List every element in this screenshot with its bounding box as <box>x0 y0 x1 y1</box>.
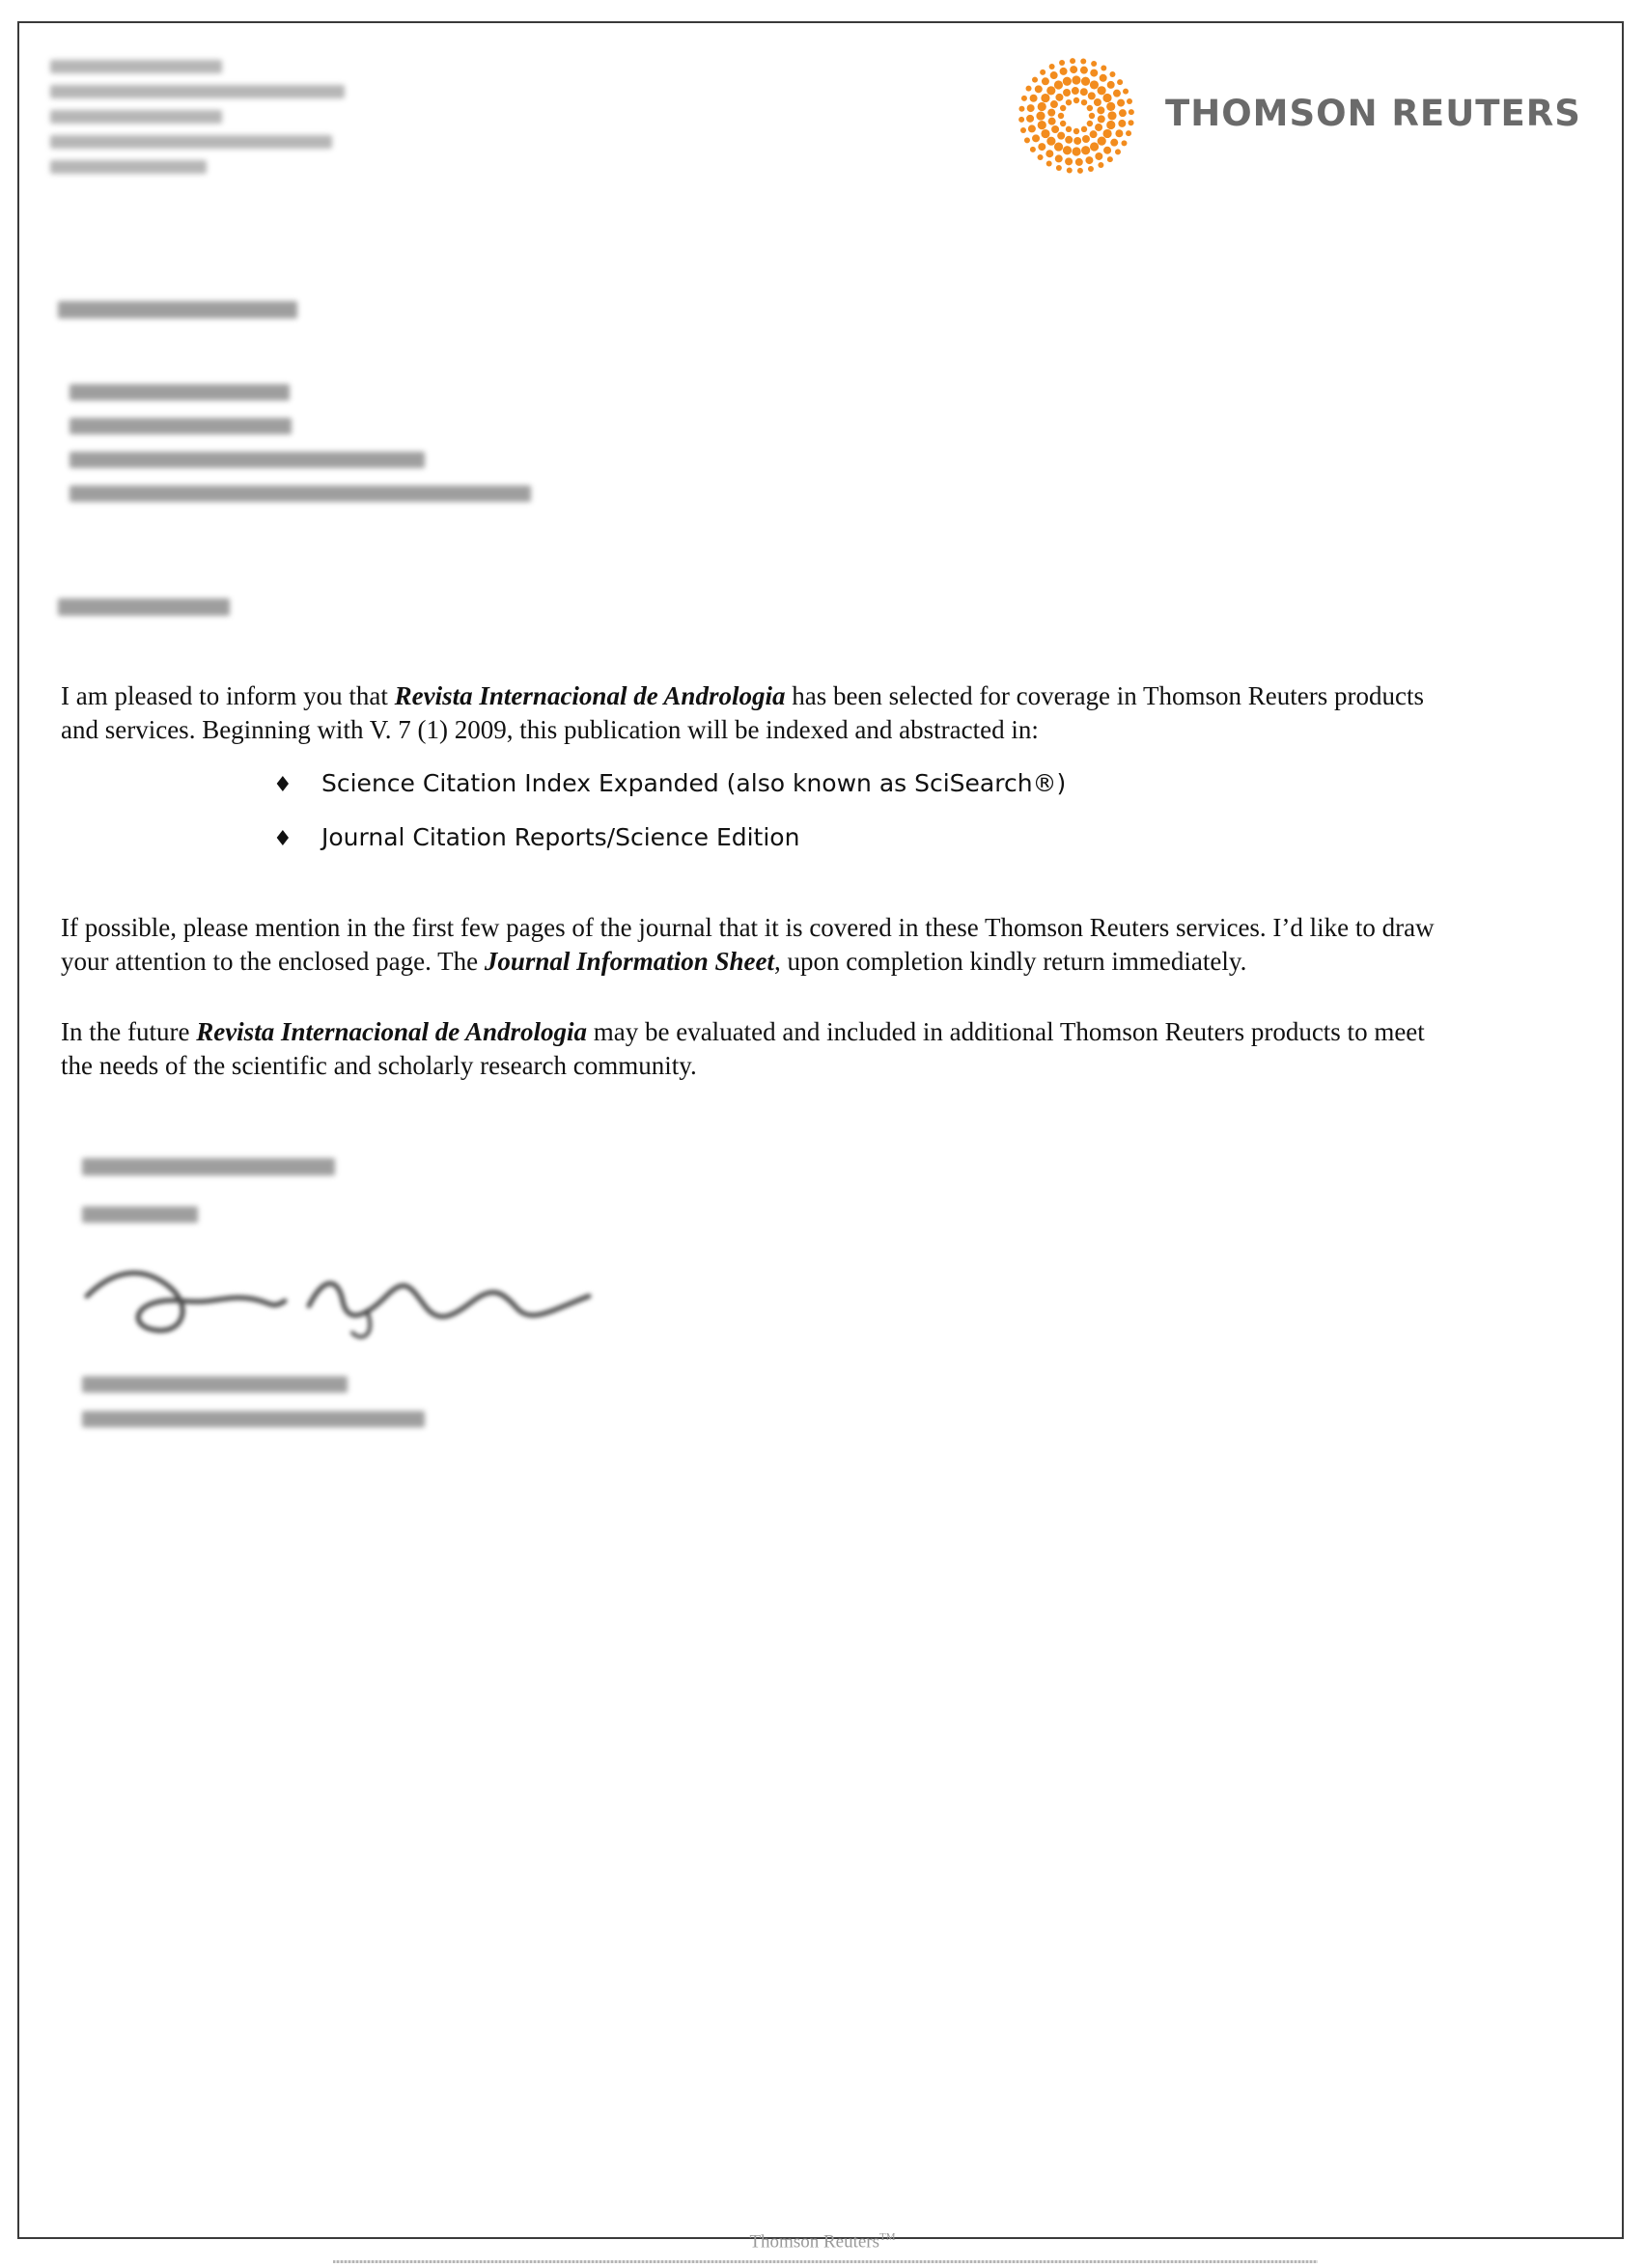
logo-dot <box>1123 89 1129 95</box>
logo-dot <box>1106 102 1115 111</box>
logo-dot <box>1032 134 1040 142</box>
logo-dot <box>1102 129 1111 138</box>
p1-line2: and services. Beginning with V. 7 (1) 2009, this publication will be indexed and abstracted in: <box>61 715 1039 744</box>
logo-dot <box>1098 137 1106 146</box>
logo-dot <box>1047 109 1055 117</box>
logo-dot <box>1038 121 1046 129</box>
logo-dot <box>1107 81 1115 89</box>
logo-dot <box>1126 130 1131 136</box>
logo-dot <box>1107 111 1116 120</box>
logo-dot <box>1060 68 1068 75</box>
logo-dot <box>1018 117 1024 123</box>
bullet-text: Journal Citation Reports/Science Edition <box>321 823 800 851</box>
p2-line2-before: your attention to the enclosed page. The <box>61 947 485 976</box>
logo-dot <box>1030 95 1038 102</box>
logo-dot <box>1026 115 1034 123</box>
logo-dot <box>1098 115 1105 123</box>
paragraph-coverage-announcement <box>61 679 1567 747</box>
logo-dot <box>1065 157 1073 165</box>
p1-text-after: has been selected for coverage in Thomson Reuters products <box>785 681 1425 710</box>
logo-dot <box>1101 66 1106 71</box>
footer-divider <box>333 2260 1318 2263</box>
logo-dot <box>1129 109 1134 115</box>
p3-text-after: may be evaluated and included in additional Thomson Reuters products to meet <box>587 1017 1425 1046</box>
logo-dot <box>1073 137 1081 145</box>
logo-dot <box>1058 113 1064 119</box>
logo-dot <box>1113 90 1121 97</box>
thomson-reuters-logo <box>1018 58 1581 174</box>
logo-dot <box>1030 147 1036 152</box>
paragraph-future-evaluation <box>61 1015 1567 1083</box>
logo-dot <box>1060 105 1066 111</box>
logo-dot <box>1077 168 1083 174</box>
p2-journal-info-sheet: Journal Information Sheet <box>484 947 774 976</box>
logo-dot <box>1054 80 1063 89</box>
logo-dot <box>1117 99 1125 107</box>
logo-dot <box>1055 154 1063 162</box>
logo-dot <box>1085 156 1093 164</box>
p3-text-before: In the future <box>61 1017 197 1046</box>
logo-dot <box>1098 162 1103 168</box>
logo-dot <box>1056 165 1062 171</box>
logo-dot <box>1063 146 1072 154</box>
logo-dot <box>1050 100 1058 108</box>
logo-dot <box>1046 150 1053 157</box>
company-name: THOMSON REUTERS <box>1165 93 1581 134</box>
list-item <box>273 823 799 854</box>
logo-dot <box>1100 74 1107 82</box>
bullet-text: Science Citation Index Expanded (also known as SciSearch®) <box>321 769 1067 797</box>
logo-dot <box>1118 120 1126 127</box>
logo-dot <box>1024 137 1030 143</box>
logo-dot <box>1090 80 1099 89</box>
footer-text: Thomson Reuters <box>749 2231 880 2253</box>
logo-dot <box>1070 58 1075 64</box>
footer-trademark: TM <box>879 2231 896 2243</box>
p2-line2-after: , upon completion kindly return immediately. <box>773 947 1247 976</box>
logo-dot <box>1066 126 1072 132</box>
logo-dot <box>1115 149 1121 154</box>
logo-dot <box>1094 98 1101 106</box>
logo-dot <box>1046 137 1055 146</box>
logo-dot <box>1087 121 1093 126</box>
sunburst-logo-icon <box>1018 58 1154 174</box>
logo-dot <box>1055 94 1063 101</box>
logo-dot <box>1117 79 1123 85</box>
logo-dot <box>1032 77 1038 83</box>
logo-dot <box>1049 64 1055 69</box>
logo-dot <box>1095 124 1102 131</box>
logo-dot <box>1072 87 1079 95</box>
logo-dot <box>1038 143 1046 151</box>
logo-dot <box>1027 104 1035 112</box>
list-item <box>273 769 1066 800</box>
redacted-signature <box>77 1258 599 1344</box>
logo-dot <box>1107 156 1113 162</box>
logo-dot <box>1070 66 1077 73</box>
logo-dot <box>1102 94 1111 102</box>
logo-dot <box>1080 67 1088 74</box>
logo-dot <box>1080 58 1086 64</box>
logo-dot <box>1060 121 1066 126</box>
logo-dot <box>1050 71 1058 79</box>
logo-dot <box>1041 94 1049 102</box>
logo-dot <box>1067 168 1073 174</box>
logo-dot <box>1081 126 1087 132</box>
logo-dot <box>1063 89 1071 97</box>
p3-journal-name: Revista Internacional de Andrologia <box>196 1017 587 1046</box>
logo-dot <box>1018 106 1024 112</box>
logo-dot <box>1072 147 1080 155</box>
logo-dot <box>1059 60 1065 66</box>
logo-dot <box>1129 120 1134 125</box>
logo-dot <box>1080 88 1088 96</box>
logo-dot <box>1035 85 1043 93</box>
p2-line1: If possible, please mention in the first few pages of the journal that it is covered in these Thomson Reuters services. I’d like to draw <box>61 913 1435 942</box>
logo-dot <box>1046 160 1052 166</box>
logo-dot <box>1040 69 1046 75</box>
paragraph-mention-request <box>61 911 1567 979</box>
logo-dot <box>1057 132 1065 140</box>
logo-dot <box>1051 125 1059 133</box>
logo-dot <box>1115 129 1123 137</box>
logo-dot <box>1063 77 1072 86</box>
logo-dot <box>1075 158 1083 166</box>
logo-dot <box>1048 118 1056 125</box>
logo-dot <box>1106 121 1115 129</box>
footer-brand <box>0 2231 1645 2253</box>
logo-dot <box>1066 99 1072 105</box>
logo-dot <box>1021 96 1027 101</box>
logo-dot <box>1038 102 1046 111</box>
logo-dot <box>1026 86 1032 92</box>
p3-line2: the needs of the scientific and scholarly research community. <box>61 1051 697 1080</box>
logo-dot <box>1065 136 1073 144</box>
logo-dot <box>1089 113 1095 119</box>
diamond-bullet-icon: ♦ <box>273 773 293 797</box>
logo-dot <box>1109 71 1115 77</box>
logo-dot <box>1082 135 1090 143</box>
logo-dot <box>1054 142 1063 151</box>
logo-dot <box>1121 140 1127 146</box>
logo-dot <box>1110 139 1118 147</box>
logo-dot <box>1091 61 1097 67</box>
logo-dot <box>1042 77 1049 85</box>
logo-dot <box>1119 109 1127 117</box>
logo-dot <box>1073 97 1079 103</box>
logo-dot <box>1081 99 1087 105</box>
diamond-bullet-icon: ♦ <box>273 827 293 851</box>
logo-dot <box>1072 75 1080 84</box>
logo-dot <box>1087 105 1093 111</box>
logo-dot <box>1038 154 1044 160</box>
logo-dot <box>1090 142 1099 151</box>
logo-dot <box>1028 124 1036 132</box>
logo-dot <box>1020 127 1026 133</box>
logo-dot <box>1041 129 1049 138</box>
logo-dot <box>1090 130 1098 138</box>
logo-dot <box>1081 146 1090 154</box>
p1-journal-name: Revista Internacional de Andrologia <box>394 681 786 710</box>
logo-dot <box>1036 111 1045 120</box>
logo-dot <box>1098 86 1106 95</box>
logo-dot <box>1088 92 1096 99</box>
logo-dot <box>1046 86 1055 95</box>
logo-dot <box>1103 147 1111 154</box>
logo-dot <box>1090 69 1098 77</box>
logo-dot <box>1081 77 1090 86</box>
p1-text-before: I am pleased to inform you that <box>61 681 395 710</box>
logo-dot <box>1073 128 1079 134</box>
logo-dot <box>1095 152 1102 160</box>
page-border <box>17 21 1624 2239</box>
logo-dot <box>1127 98 1132 104</box>
logo-dot <box>1088 166 1094 172</box>
logo-dot <box>1097 106 1104 114</box>
